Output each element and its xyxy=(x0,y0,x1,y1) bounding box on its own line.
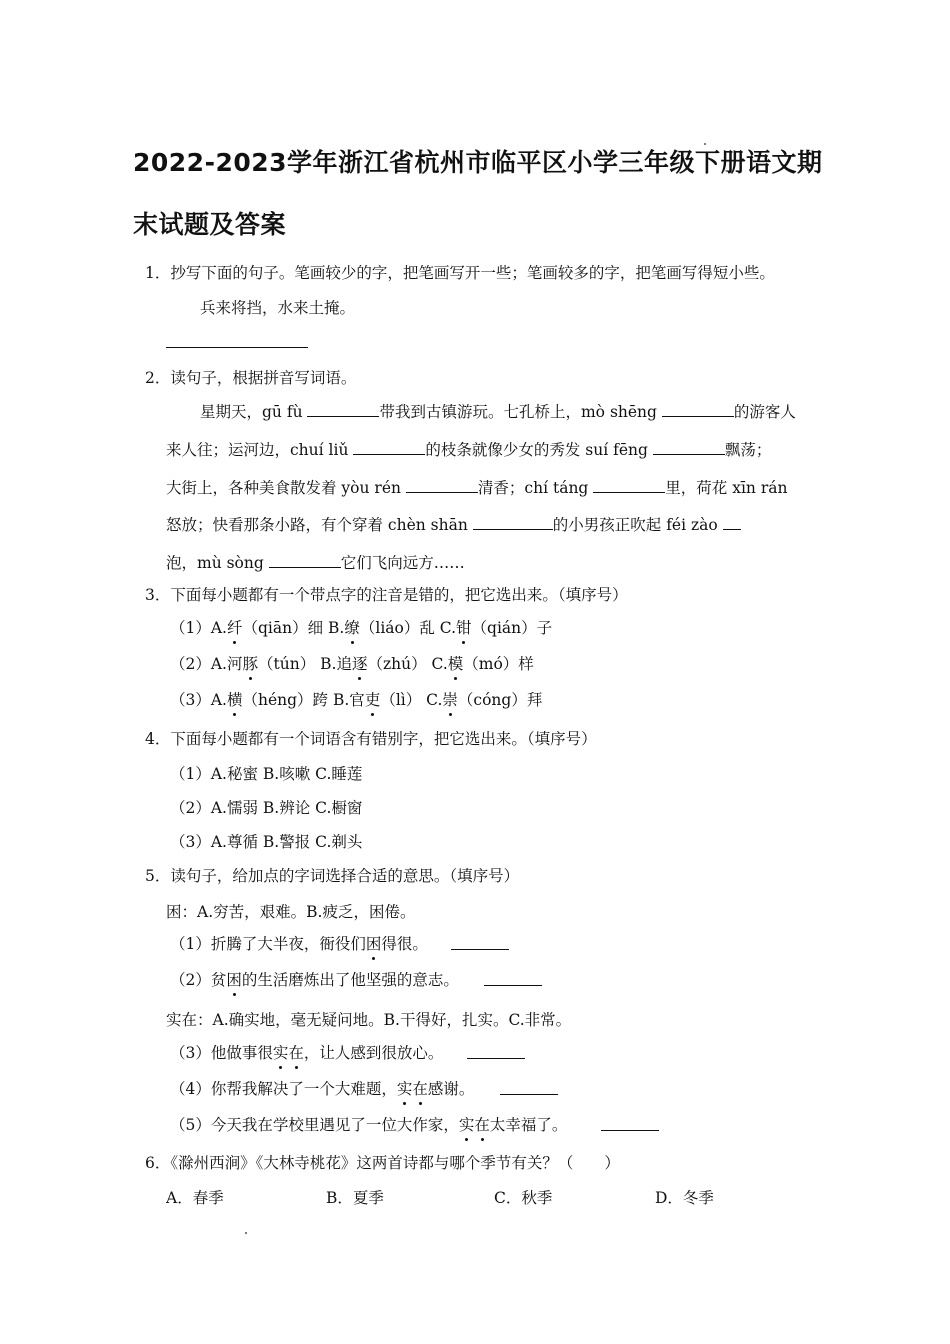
q5-answer-blank-2[interactable] xyxy=(484,970,542,986)
q3-row1 xyxy=(170,618,552,638)
q2-line2-text-c: 飘荡； xyxy=(724,441,772,459)
blank-musong[interactable] xyxy=(269,552,341,568)
q5-definition-kun: 困：A.穷苦，艰难。B.疲乏，困倦。 xyxy=(166,903,416,921)
q4-row3: （3）A.尊循 B.警报 C.剃头 xyxy=(170,833,363,851)
dotted-char: 模 xyxy=(447,655,464,673)
q2-line1 xyxy=(200,401,796,422)
q5-s5-text: （5）今天我在学校里遇见了一位大作家， xyxy=(170,1116,459,1134)
q3-row3-text: （cóng）拜 xyxy=(457,691,543,709)
blank-suifeng[interactable] xyxy=(653,439,725,455)
q2-line5 xyxy=(166,552,465,573)
dotted-char: 缭 xyxy=(344,619,360,637)
q5-sentence5 xyxy=(170,1115,567,1135)
blank-feizao[interactable] xyxy=(723,514,741,530)
page-title-line2: 末试题及答案 xyxy=(133,210,287,239)
page-title-line1: 2022-2023学年浙江省杭州市临平区小学三年级下册语文期 xyxy=(133,148,823,177)
q5-definition-shizai: 实在：A.确实地，毫无疑问地。B.干得好，扎实。C.非常。 xyxy=(166,1011,572,1029)
q3-stem: 3．下面每小题都有一个带点字的注音是错的，把它选出来。（填序号） xyxy=(145,586,628,604)
dotted-char: 逐 xyxy=(351,655,368,673)
q3-row1-text: （1）A. xyxy=(170,619,227,637)
q5-stem: 5．读句子，给加点的字词选择合适的意思。（填序号） xyxy=(145,867,520,885)
q3-row1-text: （qián）子 xyxy=(471,619,553,637)
q2-line2-text-a: 来人往；运河边，chuí liǔ xyxy=(166,441,354,459)
q2-line2-text-b: 的枝条就像少女的秀发 suí fēng xyxy=(425,441,653,459)
q5-answer-blank-5[interactable] xyxy=(601,1115,659,1131)
q4-stem: 4．下面每小题都有一个词语含有错别字，把它选出来。（填序号） xyxy=(145,730,597,748)
dotted-char: 在 xyxy=(288,1044,304,1062)
q5-s3-text: ，让人感到很放心。 xyxy=(303,1044,444,1062)
q3-row3-text: （3）A. xyxy=(170,691,227,709)
q3-row2-text: （tún） B.追 xyxy=(258,655,352,673)
q3-row3 xyxy=(170,690,542,710)
blank-youren[interactable] xyxy=(406,477,478,493)
q3-row2 xyxy=(170,654,534,674)
q5-answer-blank-3[interactable] xyxy=(467,1043,525,1059)
q5-s1-text: （1）折腾了大半夜，衙役们 xyxy=(170,935,366,953)
q6-stem: 6．《滁州西涧》《大林寺桃花》这两首诗都与哪个季节有关？（ ） xyxy=(145,1154,620,1172)
dotted-char: 豚 xyxy=(242,655,258,673)
blank-gufu[interactable] xyxy=(307,401,379,417)
q5-sentence3 xyxy=(170,1043,443,1063)
dotted-char: 困 xyxy=(365,935,382,953)
q2-line5-text-a: 泡，mù sòng xyxy=(166,554,269,572)
dotted-char: 在 xyxy=(412,1080,428,1098)
q5-s4-text: （4）你帮我解决了一个大难题， xyxy=(170,1080,397,1098)
q1-answer-blank[interactable] xyxy=(166,332,308,348)
q5-s5-text: 太幸福了。 xyxy=(489,1116,568,1134)
blank-mosheng[interactable] xyxy=(662,401,734,417)
q3-row1-text: （liáo）乱 C. xyxy=(359,619,457,637)
q5-s4-text: 感谢。 xyxy=(427,1080,475,1098)
q2-line4-text-b: 的小男孩正吹起 féi zào xyxy=(552,516,723,534)
q3-row2-text: （2）A.河 xyxy=(170,655,243,673)
q2-line3 xyxy=(166,477,787,498)
q1-sentence: 兵来将挡，水来土掩。 xyxy=(200,299,356,317)
q5-s1-text: 得很。 xyxy=(381,935,428,953)
q2-stem: 2．读句子，根据拼音写词语。 xyxy=(145,369,357,387)
dotted-char: 实 xyxy=(458,1116,475,1134)
q2-line1-text-c: 的游客人 xyxy=(733,403,796,421)
dotted-char: 崇 xyxy=(442,691,458,709)
blank-chitang[interactable] xyxy=(593,477,665,493)
q5-sentence1 xyxy=(170,934,428,954)
q2-line2 xyxy=(166,439,771,460)
q4-row1: （1）A.秘蜜 B.咳嗽 C.睡莲 xyxy=(170,765,363,783)
q2-line3-text-b: 清香；chí táng xyxy=(477,479,594,497)
q2-line3-text-a: 大街上，各种美食散发着 yòu rén xyxy=(166,479,406,497)
dotted-char: 吏 xyxy=(364,691,381,709)
q1-stem: 1．抄写下面的句子。笔画较少的字，把笔画写开一些；笔画较多的字，把笔画写得短小些。 xyxy=(145,264,775,282)
scan-speck xyxy=(245,1232,247,1234)
dotted-char: 在 xyxy=(474,1116,490,1134)
dotted-char: 实 xyxy=(272,1044,289,1062)
q2-line4-text-a: 怒放；快看那条小路，有个穿着 chèn shān xyxy=(166,516,473,534)
q6-option-d[interactable]: D．冬季 xyxy=(655,1189,714,1207)
q5-answer-blank-1[interactable] xyxy=(451,934,509,950)
q5-s2-text: （2）贫 xyxy=(170,971,227,989)
dotted-char: 横 xyxy=(226,691,243,709)
q2-line1-text-b: 带我到古镇游玩。七孔桥上，mò shēng xyxy=(379,403,662,421)
q3-row2-text: （mó）样 xyxy=(463,655,534,673)
dotted-char: 实 xyxy=(396,1080,413,1098)
q5-s3-text: （3）他做事很 xyxy=(170,1044,273,1062)
q5-s2-text: 的生活磨炼出了他坚强的意志。 xyxy=(241,971,459,989)
q5-answer-blank-4[interactable] xyxy=(500,1079,558,1095)
q2-line4 xyxy=(166,514,741,535)
q3-row3-text: （héng）跨 B.官 xyxy=(242,691,365,709)
q3-row1-text: （qiān）细 B. xyxy=(242,619,345,637)
q2-line1-text-a: 星期天，gū fù xyxy=(200,403,308,421)
q2-line5-text-b: 它们飞向远方…… xyxy=(340,554,465,572)
q3-row2-text: （zhú） C. xyxy=(367,655,448,673)
q3-row3-text: （lì） C. xyxy=(380,691,443,709)
q6-option-b[interactable]: B．夏季 xyxy=(326,1189,384,1207)
q5-sentence4 xyxy=(170,1079,474,1099)
q5-sentence2 xyxy=(170,970,459,990)
q6-option-a[interactable]: A．春季 xyxy=(166,1189,224,1207)
blank-chenshan[interactable] xyxy=(473,514,553,530)
blank-chuiliu[interactable] xyxy=(353,439,425,455)
q2-line3-text-c: 里，荷花 xīn rán xyxy=(665,479,788,497)
dotted-char: 困 xyxy=(226,971,242,989)
q4-row2: （2）A.懦弱 B.辨论 C.橱窗 xyxy=(170,799,363,817)
q6-option-c[interactable]: C．秋季 xyxy=(494,1189,553,1207)
dotted-char: 钳 xyxy=(456,619,472,637)
dotted-char: 纤 xyxy=(226,619,243,637)
